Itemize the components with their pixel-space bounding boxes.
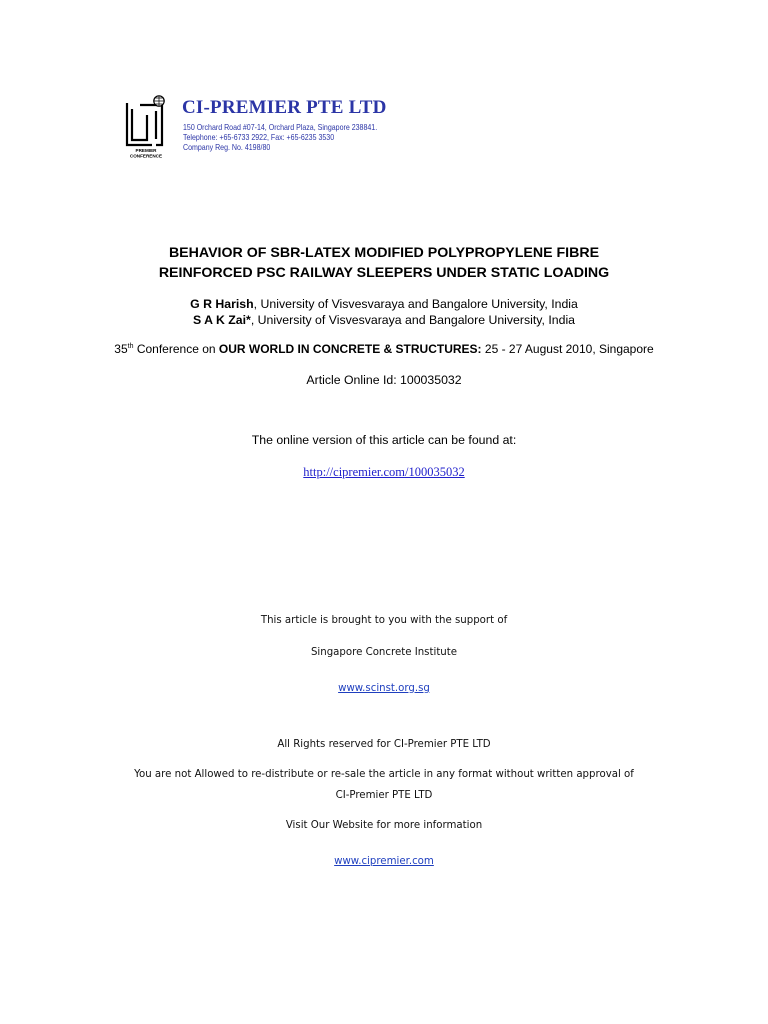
company-logo-icon bbox=[122, 95, 170, 159]
logo-caption-premier: PREMIER bbox=[135, 148, 157, 153]
author-line-2 bbox=[0, 313, 768, 328]
article-title-line-1: BEHAVIOR OF SBR-LATEX MODIFIED POLYPROPYLENE FIBRE bbox=[168, 245, 600, 261]
website-link-row bbox=[0, 851, 768, 869]
author-name: S A K Zai* bbox=[192, 313, 251, 327]
online-version-note: The online version of this article can be found at: bbox=[251, 433, 517, 447]
company-telephone: Telephone: +65-6733 2922, Fax: +65-6235 3530 bbox=[183, 133, 335, 142]
article-online-id: Article Online Id: 100035032 bbox=[306, 373, 462, 387]
sponsor-link-row bbox=[0, 678, 768, 696]
company-registration: Company Reg. No. 4198/80 bbox=[183, 143, 271, 152]
conference-ordinal: th bbox=[127, 343, 134, 350]
sponsor-name: Singapore Concrete Institute bbox=[310, 647, 458, 658]
company-address: 150 Orchard Road #07-14, Orchard Plaza, Singapore 238841. bbox=[183, 123, 378, 132]
conference-details: 25 - 27 August 2010, Singapore bbox=[481, 342, 654, 356]
author-name: G R Harish bbox=[190, 297, 254, 311]
rights-note: All Rights reserved for CI-Premier PTE LTD bbox=[277, 739, 491, 750]
article-title-line-2: REINFORCED PSC RAILWAY SLEEPERS UNDER STATIC LOADING bbox=[158, 265, 610, 281]
author-affiliation: , University of Visvesvaraya and Bangalore University, India bbox=[253, 297, 578, 311]
logo-caption-conference: CONFERENCE bbox=[129, 153, 163, 159]
company-name: CI-PREMIER PTE LTD bbox=[182, 97, 387, 118]
restriction-line-2: CI-Premier PTE LTD bbox=[335, 790, 433, 801]
support-note: This article is brought to you with the support of bbox=[260, 615, 508, 626]
conference-number: 35 bbox=[114, 342, 128, 356]
sponsor-link[interactable]: www.scinst.org.sg bbox=[338, 683, 430, 694]
author-affiliation: , University of Visvesvaraya and Bangalore University, India bbox=[250, 313, 576, 327]
restriction-line-1: You are not Allowed to re-distribute or re-sale the article in any format without written approval of bbox=[134, 769, 634, 780]
conference-prefix: Conference on bbox=[133, 342, 219, 356]
visit-website-note: Visit Our Website for more information bbox=[285, 820, 483, 831]
conference-name: OUR WORLD IN CONCRETE & STRUCTURES: bbox=[218, 342, 482, 356]
author-line-1 bbox=[0, 297, 768, 312]
online-version-link-row bbox=[0, 463, 768, 481]
conference-line bbox=[0, 342, 768, 356]
website-link[interactable]: www.cipremier.com bbox=[334, 856, 434, 867]
online-version-link[interactable]: http://cipremier.com/100035032 bbox=[303, 465, 465, 479]
